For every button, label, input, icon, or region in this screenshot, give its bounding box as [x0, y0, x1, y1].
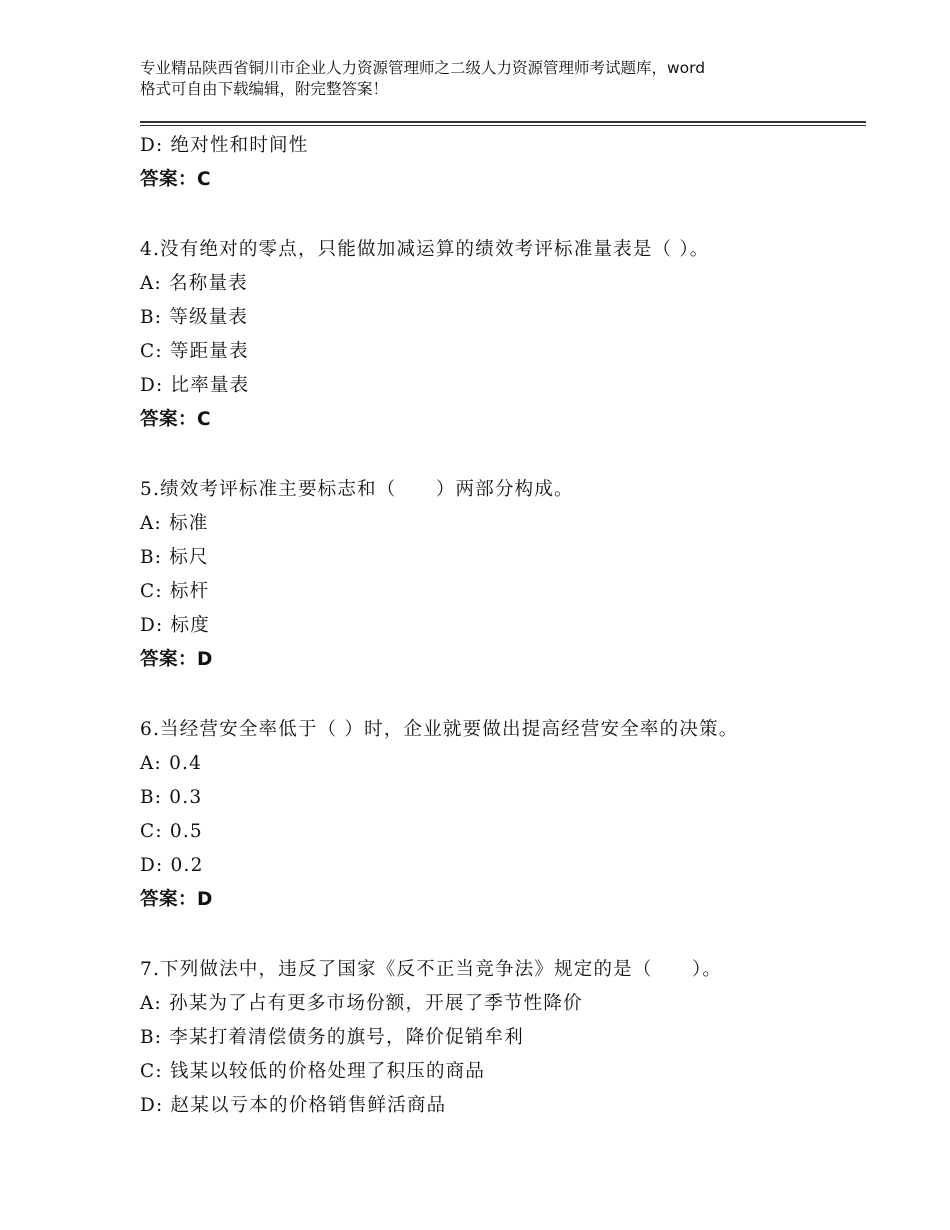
- answer: 答案：C: [140, 169, 212, 190]
- option-c: C: 等距量表: [140, 341, 249, 362]
- question-list: [140, 129, 866, 1123]
- option-c: C: 标杆: [140, 581, 210, 602]
- option-a: A: 孙某为了占有更多市场份额，开展了季节性降价: [140, 993, 583, 1014]
- question-4: [140, 233, 866, 437]
- answer: 答案：D: [140, 649, 213, 670]
- question-stem: 7.下列做法中，违反了国家《反不正当竞争法》规定的是（ ）。: [140, 959, 723, 980]
- question-stem: 4.没有绝对的零点，只能做加减运算的绩效考评标准量表是（ ）。: [140, 239, 710, 260]
- option-a: A: 0.4: [140, 753, 203, 774]
- question-stem: 5.绩效考评标准主要标志和（ ）两部分构成。: [140, 479, 574, 500]
- question-7: [140, 953, 866, 1123]
- option-a: A: 名称量表: [140, 273, 248, 294]
- question-stem: 6.当经营安全率低于（ ）时，企业就要做出提高经营安全率的决策。: [140, 719, 739, 740]
- option-d: D: 标度: [140, 615, 210, 636]
- option-b: B: 等级量表: [140, 307, 249, 328]
- question-6: [140, 713, 866, 917]
- header-rule-thick: [140, 121, 866, 123]
- question-5: [140, 473, 866, 677]
- option-b: B: 0.3: [140, 787, 203, 808]
- page-header: [140, 58, 830, 100]
- option-d: D: 0.2: [140, 855, 204, 876]
- header-line-2: 格式可自由下载编辑，附完整答案！: [140, 80, 389, 98]
- option-c: C: 钱某以较低的价格处理了积压的商品: [140, 1061, 486, 1082]
- option-d: D: 绝对性和时间性: [140, 135, 309, 156]
- answer: 答案：C: [140, 409, 212, 430]
- header-line-1: 专业精品陕西省铜川市企业人力资源管理师之二级人力资源管理师考试题库，word: [140, 59, 706, 77]
- answer: 答案：D: [140, 889, 213, 910]
- option-b: B: 标尺: [140, 547, 209, 568]
- header-rule-thin: [140, 125, 866, 126]
- option-a: A: 标准: [140, 513, 209, 534]
- option-d: D: 赵某以亏本的价格销售鲜活商品: [140, 1095, 447, 1116]
- option-b: B: 李某打着清偿债务的旗号，降价促销牟利: [140, 1027, 524, 1048]
- option-c: C: 0.5: [140, 821, 203, 842]
- option-d: D: 比率量表: [140, 375, 250, 396]
